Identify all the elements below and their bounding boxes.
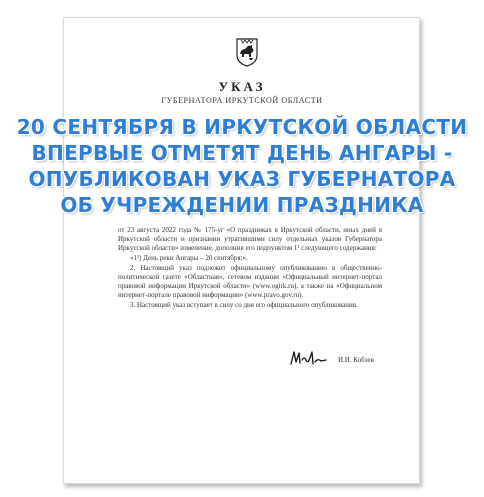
headline-line: ОБ УЧРЕЖДЕНИИ ПРАЗДНИКА <box>60 193 424 217</box>
document-title: УКАЗ <box>218 79 266 94</box>
headline-line: 20 СЕНТЯБРЯ В ИРКУТСКОЙ ОБЛАСТИ <box>16 115 468 139</box>
headline-overlay <box>0 114 484 218</box>
signature-block <box>288 348 388 368</box>
document-paragraph: «1¹) День реки Ангары – 20 сентября;». <box>130 254 248 262</box>
headline-line: ВПЕРВЫЕ ОТМЕТЯТ ДЕНЬ АНГАРЫ - <box>31 141 453 165</box>
document-subtitle: ГУБЕРНАТОРА ИРКУТСКОЙ ОБЛАСТИ <box>161 96 323 105</box>
headline-line: ОПУБЛИКОВАН УКАЗ ГУБЕРНАТОРА <box>28 167 456 191</box>
signatory-name: И.И. Кобзев <box>338 356 374 364</box>
signature <box>288 348 330 368</box>
document-paragraph: от 23 августа 2022 года № 175-уг «О праздниках в Иркутской области, иных дней в Иркутской области и признании утратившими силу отдельных указов Губернатора Иркутской области» изменение, дополнив его подпунктом 1¹ следующего содержания: <box>118 226 382 252</box>
irkutsk-coat-of-arms-icon <box>235 37 259 67</box>
document-paragraph: 3. Настоящий указ вступает в силу со дня его официального опубликования. <box>130 301 358 309</box>
document-body <box>118 226 382 310</box>
document-paragraph: 2. Настоящий указ подлежит официальному опубликованию в общественно-политической газете «Областная», сетевом издании «Официальный интернет-портал правовой информации Иркутской области» (www.ogirk.ru), а также на «Официальном интернет-портале правовой информации» (www.pravo.gov.ru). <box>118 264 382 299</box>
